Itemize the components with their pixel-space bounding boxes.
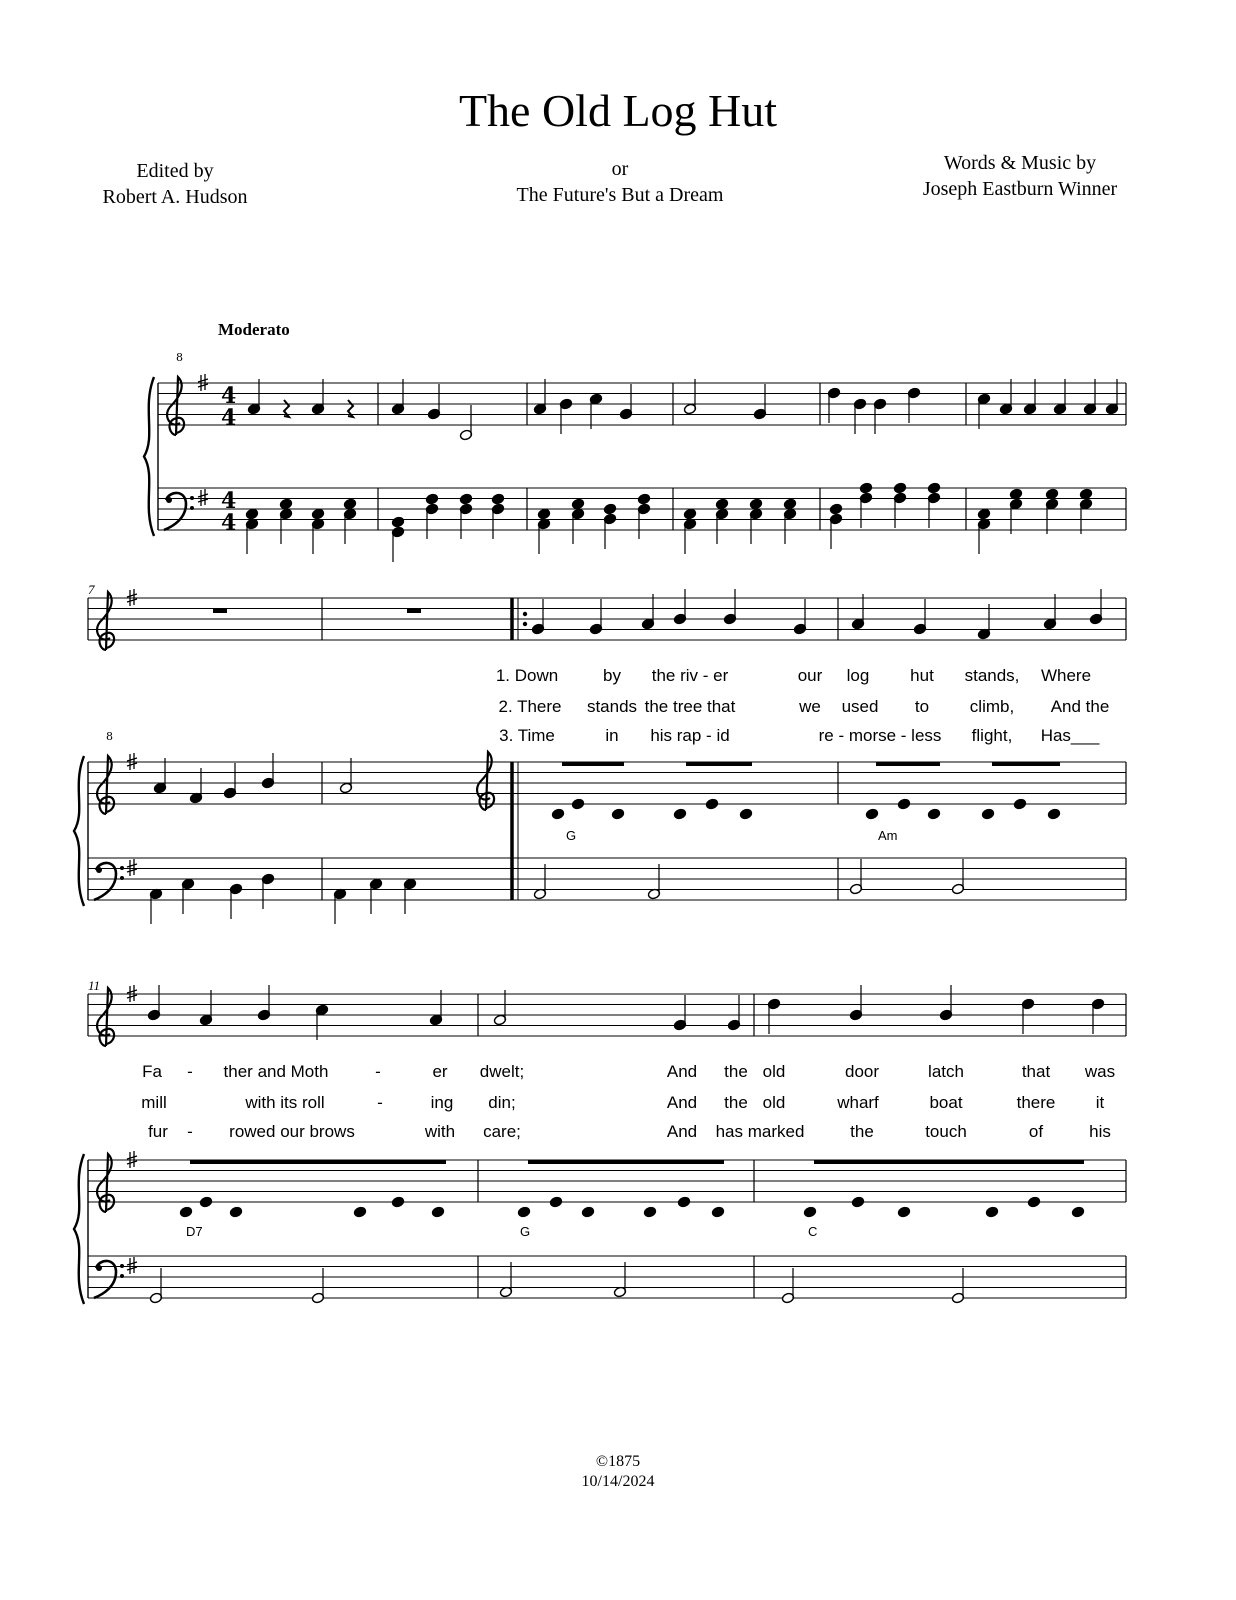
lyric-word: Fa	[142, 1062, 162, 1081]
chord-symbol: G	[566, 828, 577, 843]
measure-number: 11	[88, 978, 101, 993]
whole-rest	[213, 608, 227, 613]
notehead	[683, 508, 696, 520]
notehead	[1071, 1206, 1084, 1218]
notehead	[803, 1206, 816, 1218]
lyric-word: there	[1016, 1093, 1056, 1112]
notehead	[1013, 798, 1026, 810]
lyric-word: And the	[1050, 697, 1110, 716]
lyric-word: wharf	[837, 1093, 879, 1112]
lyric-word: latch	[928, 1062, 964, 1081]
system-brace	[74, 756, 84, 906]
treble-clef-icon	[97, 1154, 114, 1212]
notehead	[927, 482, 940, 494]
lyric-word: -	[187, 1122, 193, 1141]
notehead	[549, 1196, 562, 1208]
lyric-word: has marked	[715, 1122, 805, 1141]
bass-clef-dot	[120, 1274, 124, 1278]
notehead	[571, 798, 584, 810]
notehead	[551, 808, 564, 820]
notehead	[229, 1206, 242, 1218]
lyric-word: care;	[483, 1122, 521, 1141]
lyric-word: his rap - id	[650, 726, 730, 745]
lyric-word: door	[844, 1062, 880, 1081]
lyric-word: the	[724, 1062, 748, 1081]
lyric-word: of	[1028, 1122, 1044, 1141]
notehead	[749, 498, 762, 510]
lyric-word: ther and Moth	[223, 1062, 329, 1081]
lyric-word: stands	[586, 697, 638, 716]
sharp-sign	[127, 1257, 137, 1274]
tempo-marking: Moderato	[218, 320, 290, 339]
notehead	[391, 516, 404, 528]
lyric-word: stands,	[964, 666, 1020, 685]
notehead	[537, 508, 550, 520]
lyric-word: Where	[1040, 666, 1092, 685]
time-signature: 4	[221, 405, 237, 431]
lyric-word: -	[187, 1062, 193, 1081]
notehead	[859, 482, 872, 494]
bass-clef-dot	[120, 876, 124, 880]
notehead	[783, 498, 796, 510]
notehead	[643, 1206, 656, 1218]
bass-clef-dot	[120, 1264, 124, 1268]
chord-symbol: D7	[186, 1224, 203, 1239]
notehead	[179, 1206, 192, 1218]
whole-rest	[407, 608, 421, 613]
notehead	[343, 498, 356, 510]
notehead	[897, 1206, 910, 1218]
lyric-word: boat	[929, 1093, 963, 1112]
treble-clef-icon	[97, 756, 114, 814]
notehead	[981, 808, 994, 820]
notehead	[611, 808, 624, 820]
notehead	[637, 493, 650, 505]
lyric-word: And	[666, 1062, 698, 1081]
notehead	[431, 1206, 444, 1218]
notehead	[865, 808, 878, 820]
lyric-word: flight,	[971, 726, 1013, 745]
bass-clef-dot	[96, 1265, 102, 1271]
notehead	[673, 808, 686, 820]
notehead	[279, 498, 292, 510]
notehead	[711, 1206, 724, 1218]
lyric-word: 3. Time	[499, 726, 555, 745]
lyric-word: And	[666, 1093, 698, 1112]
chord-symbol: C	[808, 1224, 818, 1239]
lyric-word: And	[666, 1122, 698, 1141]
lyric-word: hut	[910, 666, 934, 685]
lyric-word: that	[1021, 1062, 1051, 1081]
octave-mark: 8	[176, 351, 183, 364]
notehead	[571, 498, 584, 510]
notehead	[391, 1196, 404, 1208]
chord-symbol: G	[520, 1224, 531, 1239]
notehead	[677, 1196, 690, 1208]
system-brace	[74, 1154, 84, 1304]
lyric-word: 2. There	[498, 697, 562, 716]
time-signature: 4	[221, 488, 237, 514]
notehead	[353, 1206, 366, 1218]
composer-name: Joseph Eastburn Winner	[922, 178, 1118, 200]
notehead	[897, 798, 910, 810]
notehead	[1047, 808, 1060, 820]
notehead	[603, 503, 616, 515]
system-brace	[144, 377, 154, 536]
notehead	[985, 1206, 998, 1218]
time-signature: 4	[221, 510, 237, 536]
lyric-word: re - morse - less	[818, 726, 942, 745]
date-text: 10/14/2024	[581, 1473, 655, 1490]
notehead	[739, 808, 752, 820]
lyric-word: rowed our brows	[229, 1122, 355, 1141]
lyric-word: log	[846, 666, 870, 685]
bass-clef-dot	[120, 866, 124, 870]
subtitle-or: or	[611, 158, 629, 180]
lyric-word: in	[605, 726, 619, 745]
bass-clef-dot	[96, 867, 102, 873]
lyric-word: our	[797, 666, 823, 685]
repeat-dot	[523, 622, 527, 626]
sharp-sign	[198, 489, 208, 506]
footer	[0, 1452, 1236, 1492]
editor-label: Edited by	[136, 160, 214, 182]
copyright-text: ©1875	[595, 1453, 641, 1470]
bass-clef-dot	[190, 506, 194, 510]
time-signature: 4	[221, 383, 237, 409]
lyric-word: old	[762, 1062, 786, 1081]
subtitle-alt-title: The Future's But a Dream	[516, 184, 724, 206]
lyric-word: the tree that	[644, 697, 736, 716]
notehead	[199, 1196, 212, 1208]
notehead	[927, 808, 940, 820]
notehead	[581, 1206, 594, 1218]
page-title: The Old Log Hut	[458, 85, 778, 136]
lyric-word: we	[799, 697, 821, 716]
bass-clef-dot	[166, 497, 172, 503]
notehead	[851, 1196, 864, 1208]
lyric-word: was	[1084, 1062, 1116, 1081]
notehead	[977, 508, 990, 520]
notehead	[893, 482, 906, 494]
notehead	[829, 503, 842, 515]
lyric-word: -	[377, 1093, 383, 1112]
lyric-word: climb,	[969, 697, 1015, 716]
repeat-dot	[523, 612, 527, 616]
lyric-word: fur	[148, 1122, 168, 1141]
treble-clef-icon	[477, 752, 494, 810]
sharp-sign	[127, 859, 137, 876]
measure-number: 7	[88, 582, 95, 597]
notehead	[517, 1206, 530, 1218]
lyric-word: old	[762, 1093, 786, 1112]
lyric-word: 1. Down	[495, 666, 559, 685]
notehead	[1027, 1196, 1040, 1208]
treble-clef-icon	[97, 988, 114, 1046]
lyric-word: dwelt;	[479, 1062, 525, 1081]
lyric-word: touch	[925, 1122, 967, 1141]
notehead	[491, 493, 504, 505]
notehead	[245, 508, 258, 520]
notehead	[311, 508, 324, 520]
lyric-word: his	[1089, 1122, 1111, 1141]
bass-clef-dot	[190, 496, 194, 500]
octave-mark: 8	[106, 730, 113, 743]
editor-name: Robert A. Hudson	[102, 186, 248, 208]
notehead	[459, 493, 472, 505]
lyric-word: ing	[430, 1093, 454, 1112]
notehead	[425, 493, 438, 505]
lyric-word: -	[375, 1062, 381, 1081]
lyric-word: the	[850, 1122, 874, 1141]
lyric-word: the riv - er	[651, 666, 729, 685]
lyric-word: mill	[141, 1093, 167, 1112]
lyric-word: din;	[488, 1093, 516, 1112]
lyric-word: it	[1095, 1093, 1105, 1112]
composer-label: Words & Music by	[943, 152, 1097, 174]
chord-symbol: Am	[878, 828, 898, 843]
lyric-word: to	[914, 697, 930, 716]
lyric-word: with its roll	[245, 1093, 325, 1112]
lyric-word: er	[432, 1062, 448, 1081]
lyric-word: by	[603, 666, 621, 685]
treble-clef-icon	[97, 592, 114, 650]
notehead	[705, 798, 718, 810]
lyric-word: the	[724, 1093, 748, 1112]
lyric-word: with	[424, 1122, 456, 1141]
lyric-word: Has___	[1040, 726, 1100, 745]
treble-clef-icon	[167, 377, 184, 435]
notehead	[715, 498, 728, 510]
lyric-word: used	[841, 697, 879, 716]
